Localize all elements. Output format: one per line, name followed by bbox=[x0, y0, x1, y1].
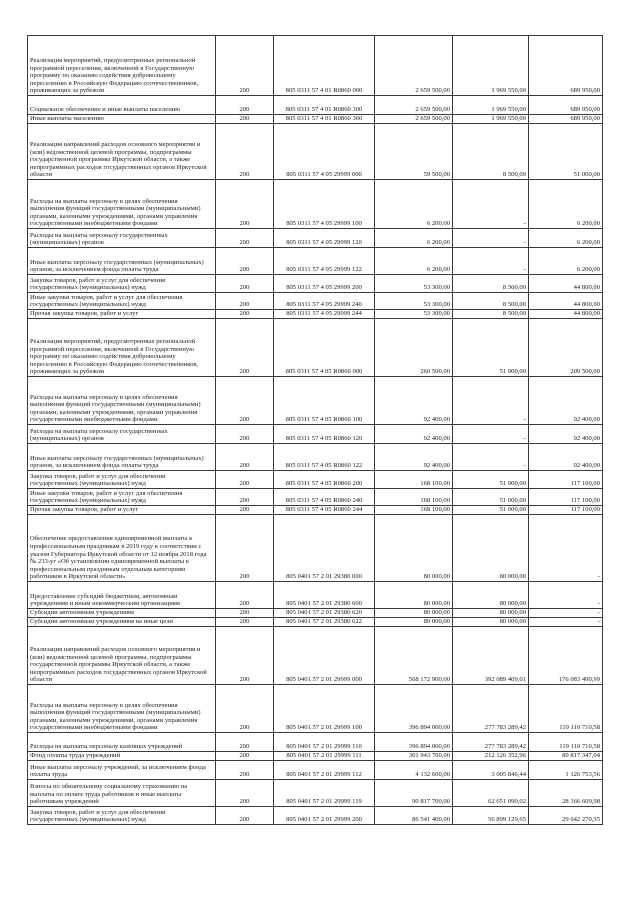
row-name: Предоставление субсидий бюджетным, автономным учреждениям и иным некоммерческим организациям bbox=[28, 582, 216, 609]
row-executed-amount: 1 969 550,00 bbox=[453, 96, 529, 115]
row-code: 200 bbox=[216, 515, 274, 582]
row-approved-amount: 396 894 000,00 bbox=[375, 685, 453, 733]
row-code: 200 bbox=[216, 685, 274, 733]
table-row bbox=[28, 582, 603, 609]
row-name: Иные выплаты персоналу государственных (муниципальных) органов, за исключением фонда оплаты труда bbox=[28, 444, 216, 471]
row-approved-amount: 4 132 600,00 bbox=[375, 761, 453, 780]
row-budget-code: 805 0311 57 4 05 R0860 200 bbox=[274, 471, 375, 489]
row-approved-amount: 59 500,00 bbox=[375, 124, 453, 180]
row-approved-amount: 2 659 500,00 bbox=[375, 36, 453, 96]
table-row bbox=[28, 489, 603, 506]
row-remaining-amount: 119 110 710,58 bbox=[529, 733, 603, 752]
row-name: Реализация направлений расходов основного мероприятия и (или) ведомственной целевой программы, подпрограммы государственной программы Иркутской области, а также непрограммных расходов государственных органов Иркутской области bbox=[28, 124, 216, 180]
row-budget-code: 805 0401 57 2 01 29999 112 bbox=[274, 761, 375, 780]
row-remaining-amount: 44 800,00 bbox=[529, 275, 603, 293]
row-code: 200 bbox=[216, 444, 274, 471]
row-budget-code: 805 0311 57 4 01 R0860 360 bbox=[274, 115, 375, 124]
row-remaining-amount: 117 100,00 bbox=[529, 489, 603, 506]
row-name: Реализация мероприятий, предусмотренных региональной программой переселения, включенной в Государственную программу по оказанию содействия добровольному переселению в Российскую Федерацию соотечественников, проживающих за рубежом bbox=[28, 36, 216, 96]
row-budget-code: 805 0311 57 4 05 29999 244 bbox=[274, 310, 375, 319]
row-executed-amount: 277 783 289,42 bbox=[453, 685, 529, 733]
budget-execution-table bbox=[27, 35, 602, 825]
row-approved-amount: 53 300,00 bbox=[375, 275, 453, 293]
row-budget-code: 805 0311 57 4 05 R0860 000 bbox=[274, 319, 375, 377]
table-row bbox=[28, 96, 603, 115]
row-budget-code: 805 0311 57 4 05 R0860 244 bbox=[274, 506, 375, 515]
row-code: 200 bbox=[216, 229, 274, 248]
table-row bbox=[28, 618, 603, 627]
row-budget-code: 805 0311 57 4 05 29999 120 bbox=[274, 229, 375, 248]
row-executed-amount: 62 651 090,02 bbox=[453, 780, 529, 807]
row-budget-code: 805 0311 57 4 01 R0860 300 bbox=[274, 96, 375, 115]
row-name: Иные выплаты персоналу учреждений, за исключением фонда оплаты труда bbox=[28, 761, 216, 780]
row-code: 200 bbox=[216, 319, 274, 377]
row-name: Иные закупки товаров, работ и услуг для обеспечения государственных (муниципальных) нужд bbox=[28, 489, 216, 506]
row-remaining-amount: 209 500,00 bbox=[529, 319, 603, 377]
row-executed-amount: - bbox=[453, 180, 529, 229]
row-approved-amount: 53 300,00 bbox=[375, 293, 453, 310]
row-executed-amount: 212 126 352,96 bbox=[453, 752, 529, 761]
row-approved-amount: 6 200,00 bbox=[375, 180, 453, 229]
row-code: 200 bbox=[216, 733, 274, 752]
row-budget-code: 805 0401 57 2 01 29999 110 bbox=[274, 733, 375, 752]
row-budget-code: 805 0401 57 2 01 29999 000 bbox=[274, 627, 375, 685]
row-name: Фонд оплаты труда учреждений bbox=[28, 752, 216, 761]
row-approved-amount: 92 400,00 bbox=[375, 425, 453, 444]
row-budget-code: 805 0311 57 4 05 R0860 240 bbox=[274, 489, 375, 506]
row-budget-code: 805 0311 57 4 01 R0860 000 bbox=[274, 36, 375, 96]
row-code: 200 bbox=[216, 489, 274, 506]
row-code: 200 bbox=[216, 780, 274, 807]
table-row bbox=[28, 124, 603, 180]
row-code: 200 bbox=[216, 506, 274, 515]
table-row bbox=[28, 780, 603, 807]
row-budget-code: 805 0401 57 2 01 29999 111 bbox=[274, 752, 375, 761]
row-remaining-amount: 689 950,00 bbox=[529, 36, 603, 96]
row-code: 200 bbox=[216, 582, 274, 609]
row-name: Расходы на выплаты персоналу казенных учреждений bbox=[28, 733, 216, 752]
row-budget-code: 805 0401 57 2 01 29999 200 bbox=[274, 807, 375, 825]
row-name: Социальное обеспечение и иные выплаты населению bbox=[28, 96, 216, 115]
row-code: 200 bbox=[216, 275, 274, 293]
row-executed-amount: 392 089 409,01 bbox=[453, 627, 529, 685]
row-executed-amount: 277 783 289,42 bbox=[453, 733, 529, 752]
table-row bbox=[28, 310, 603, 319]
row-name: Взносы по обязательному социальному страхованию на выплаты по оплате труда работников и иные выплаты работникам учреждений bbox=[28, 780, 216, 807]
table-row bbox=[28, 377, 603, 425]
row-executed-amount: 51 000,00 bbox=[453, 319, 529, 377]
row-remaining-amount: 89 817 347,04 bbox=[529, 752, 603, 761]
table-row bbox=[28, 627, 603, 685]
row-approved-amount: 6 200,00 bbox=[375, 248, 453, 275]
row-remaining-amount: 117 100,00 bbox=[529, 471, 603, 489]
row-budget-code: 805 0401 57 2 01 29380 622 bbox=[274, 618, 375, 627]
row-remaining-amount: 689 950,00 bbox=[529, 96, 603, 115]
row-budget-code: 805 0311 57 4 05 29999 200 bbox=[274, 275, 375, 293]
row-name: Иные закупки товаров, работ и услуг для обеспечения государственных (муниципальных) нужд bbox=[28, 293, 216, 310]
row-budget-code: 805 0311 57 4 05 29999 100 bbox=[274, 180, 375, 229]
table-row bbox=[28, 248, 603, 275]
row-code: 200 bbox=[216, 807, 274, 825]
row-remaining-amount: - bbox=[529, 609, 603, 618]
row-approved-amount: 568 172 900,00 bbox=[375, 627, 453, 685]
row-executed-amount: 80 000,00 bbox=[453, 582, 529, 609]
row-remaining-amount: 29 642 270,35 bbox=[529, 807, 603, 825]
row-name: Прочая закупка товаров, работ и услуг bbox=[28, 310, 216, 319]
row-remaining-amount: - bbox=[529, 515, 603, 582]
row-executed-amount: 8 500,00 bbox=[453, 310, 529, 319]
row-executed-amount: 51 000,00 bbox=[453, 471, 529, 489]
row-executed-amount: 8 500,00 bbox=[453, 275, 529, 293]
row-remaining-amount: 176 083 490,99 bbox=[529, 627, 603, 685]
row-name: Закупка товаров, работ и услуг для обеспечения государственных (муниципальных) нужд bbox=[28, 275, 216, 293]
row-code: 200 bbox=[216, 377, 274, 425]
table-row bbox=[28, 471, 603, 489]
row-executed-amount: 1 969 550,00 bbox=[453, 115, 529, 124]
row-name: Реализация мероприятий, предусмотренных региональной программой переселения, включенной в Государственную программу по оказанию содействия добровольному переселению в Российскую Федерацию соотечественников, проживающих за рубежом bbox=[28, 319, 216, 377]
table-row bbox=[28, 685, 603, 733]
row-code: 200 bbox=[216, 761, 274, 780]
table-row bbox=[28, 807, 603, 825]
row-executed-amount: - bbox=[453, 248, 529, 275]
row-name: Закупка товаров, работ и услуг для обеспечения государственных (муниципальных) нужд bbox=[28, 807, 216, 825]
row-budget-code: 805 0401 57 2 01 29380 620 bbox=[274, 609, 375, 618]
row-name: Расходы на выплаты персоналу государственных (муниципальных) органов bbox=[28, 229, 216, 248]
row-executed-amount: 51 000,00 bbox=[453, 489, 529, 506]
row-remaining-amount: 6 200,00 bbox=[529, 248, 603, 275]
row-executed-amount: 80 000,00 bbox=[453, 618, 529, 627]
row-code: 200 bbox=[216, 310, 274, 319]
row-approved-amount: 92 400,00 bbox=[375, 377, 453, 425]
row-budget-code: 805 0401 57 2 01 29380 600 bbox=[274, 582, 375, 609]
row-executed-amount: 80 000,00 bbox=[453, 609, 529, 618]
row-budget-code: 805 0311 57 4 05 29999 000 bbox=[274, 124, 375, 180]
row-code: 200 bbox=[216, 609, 274, 618]
row-approved-amount: 53 300,00 bbox=[375, 310, 453, 319]
row-approved-amount: 86 541 400,00 bbox=[375, 807, 453, 825]
row-code: 200 bbox=[216, 471, 274, 489]
row-remaining-amount: 1 126 753,56 bbox=[529, 761, 603, 780]
row-code: 200 bbox=[216, 752, 274, 761]
row-name: Субсидии автономным учреждениям на иные цели bbox=[28, 618, 216, 627]
row-approved-amount: 92 400,00 bbox=[375, 444, 453, 471]
row-remaining-amount: 51 000,00 bbox=[529, 124, 603, 180]
table-row bbox=[28, 180, 603, 229]
row-remaining-amount: 6 200,00 bbox=[529, 180, 603, 229]
row-remaining-amount: - bbox=[529, 618, 603, 627]
row-name: Расходы на выплаты персоналу государственных (муниципальных) органов bbox=[28, 425, 216, 444]
row-name: Прочая закупка товаров, работ и услуг bbox=[28, 506, 216, 515]
row-code: 200 bbox=[216, 618, 274, 627]
row-remaining-amount: 117 100,00 bbox=[529, 506, 603, 515]
row-budget-code: 805 0401 57 2 01 29999 119 bbox=[274, 780, 375, 807]
row-executed-amount: - bbox=[453, 444, 529, 471]
row-approved-amount: 396 894 000,00 bbox=[375, 733, 453, 752]
row-approved-amount: 301 943 700,00 bbox=[375, 752, 453, 761]
row-remaining-amount: 689 950,00 bbox=[529, 115, 603, 124]
row-remaining-amount: 92 400,00 bbox=[529, 444, 603, 471]
table-row bbox=[28, 115, 603, 124]
row-budget-code: 805 0311 57 4 05 29999 240 bbox=[274, 293, 375, 310]
row-remaining-amount: - bbox=[529, 582, 603, 609]
row-name: Реализация направлений расходов основного мероприятия и (или) ведомственной целевой программы, подпрограммы государственной программы Иркутской области, а также непрограммных расходов государственных органов Иркутской области bbox=[28, 627, 216, 685]
table-row bbox=[28, 609, 603, 618]
row-remaining-amount: 92 400,00 bbox=[529, 425, 603, 444]
row-approved-amount: 80 000,00 bbox=[375, 515, 453, 582]
row-code: 200 bbox=[216, 293, 274, 310]
row-budget-code: 805 0311 57 4 05 R0860 122 bbox=[274, 444, 375, 471]
row-approved-amount: 2 659 500,00 bbox=[375, 96, 453, 115]
row-remaining-amount: 92 400,00 bbox=[529, 377, 603, 425]
table-row bbox=[28, 752, 603, 761]
row-name: Субсидии автономным учреждениям bbox=[28, 609, 216, 618]
row-name: Иные выплаты населению bbox=[28, 115, 216, 124]
row-code: 200 bbox=[216, 36, 274, 96]
table-body bbox=[28, 36, 603, 825]
row-code: 200 bbox=[216, 96, 274, 115]
table-row bbox=[28, 761, 603, 780]
row-code: 200 bbox=[216, 124, 274, 180]
table-row bbox=[28, 733, 603, 752]
row-budget-code: 805 0311 57 4 05 R0860 120 bbox=[274, 425, 375, 444]
row-executed-amount: 3 005 846,44 bbox=[453, 761, 529, 780]
table-row bbox=[28, 444, 603, 471]
row-name: Расходы на выплаты персоналу в целях обеспечения выполнения функций государственными (муниципальными) органами, казенными учреждениями, органами управления государственными внебюджетными фондами bbox=[28, 180, 216, 229]
row-approved-amount: 80 000,00 bbox=[375, 582, 453, 609]
table-row bbox=[28, 319, 603, 377]
row-approved-amount: 168 100,00 bbox=[375, 506, 453, 515]
row-approved-amount: 2 659 500,00 bbox=[375, 115, 453, 124]
row-remaining-amount: 44 800,00 bbox=[529, 293, 603, 310]
row-code: 200 bbox=[216, 425, 274, 444]
row-name: Расходы на выплаты персоналу в целях обеспечения выполнения функций государственными (муниципальными) органами, казенными учреждениями, органами управления государственными внебюджетными фондами bbox=[28, 685, 216, 733]
row-code: 200 bbox=[216, 115, 274, 124]
row-executed-amount: - bbox=[453, 229, 529, 248]
table-row bbox=[28, 515, 603, 582]
row-executed-amount: 8 500,00 bbox=[453, 124, 529, 180]
row-name: Иные выплаты персоналу государственных (муниципальных) органов, за исключением фонда оплаты труда bbox=[28, 248, 216, 275]
row-executed-amount: 8 500,00 bbox=[453, 293, 529, 310]
row-approved-amount: 260 500,00 bbox=[375, 319, 453, 377]
table-row bbox=[28, 36, 603, 96]
row-executed-amount: 1 969 550,00 bbox=[453, 36, 529, 96]
row-code: 200 bbox=[216, 180, 274, 229]
row-approved-amount: 6 200,00 bbox=[375, 229, 453, 248]
row-approved-amount: 90 817 700,00 bbox=[375, 780, 453, 807]
row-executed-amount: 51 000,00 bbox=[453, 506, 529, 515]
row-budget-code: 805 0311 57 4 05 R0860 100 bbox=[274, 377, 375, 425]
table-row bbox=[28, 506, 603, 515]
row-budget-code: 805 0401 57 2 01 29380 000 bbox=[274, 515, 375, 582]
row-executed-amount: - bbox=[453, 377, 529, 425]
row-code: 200 bbox=[216, 248, 274, 275]
row-remaining-amount: 28 166 609,98 bbox=[529, 780, 603, 807]
row-approved-amount: 168 100,00 bbox=[375, 489, 453, 506]
row-budget-code: 805 0311 57 4 05 29999 122 bbox=[274, 248, 375, 275]
table-row bbox=[28, 275, 603, 293]
row-executed-amount: 80 000,00 bbox=[453, 515, 529, 582]
table-row bbox=[28, 293, 603, 310]
table-row bbox=[28, 229, 603, 248]
row-remaining-amount: 6 200,00 bbox=[529, 229, 603, 248]
table-row bbox=[28, 425, 603, 444]
row-name: Расходы на выплаты персоналу в целях обеспечения выполнения функций государственными (муниципальными) органами, казенными учреждениями, органами управления государственными внебюджетными фондами bbox=[28, 377, 216, 425]
row-executed-amount: 56 899 129,65 bbox=[453, 807, 529, 825]
row-name: Закупка товаров, работ и услуг для обеспечения государственных (муниципальных) нужд bbox=[28, 471, 216, 489]
row-executed-amount: - bbox=[453, 425, 529, 444]
row-budget-code: 805 0401 57 2 01 29999 100 bbox=[274, 685, 375, 733]
row-remaining-amount: 44 800,00 bbox=[529, 310, 603, 319]
row-code: 200 bbox=[216, 627, 274, 685]
row-approved-amount: 168 100,00 bbox=[375, 471, 453, 489]
row-approved-amount: 80 000,00 bbox=[375, 609, 453, 618]
row-approved-amount: 80 000,00 bbox=[375, 618, 453, 627]
row-remaining-amount: 119 110 710,58 bbox=[529, 685, 603, 733]
row-name: Обеспечение предоставления единовременной выплаты к профессиональным праздникам в 2019 году в соответствии с указом Губернатора Иркутской области от 12 ноября 2018 года № 233-уг «Об установлении единовременной выплаты к профессиональным праздникам отдельным категориям работников в Иркутской области» bbox=[28, 515, 216, 582]
